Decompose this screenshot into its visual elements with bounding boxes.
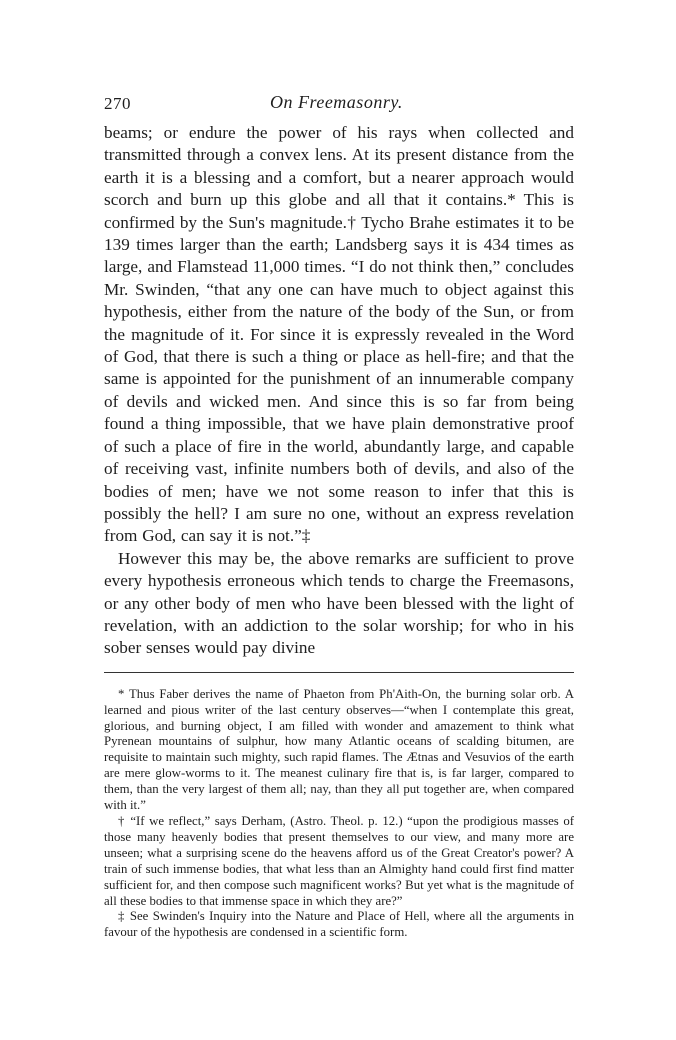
running-title: On Freemasonry. (270, 92, 403, 112)
footnotes (104, 687, 574, 942)
book-page (104, 88, 574, 941)
paragraph: However this may be, the above remarks are sufficient to prove every hypothesis erroneous which tends to charge the Freemasons, or any other body of men who have been blessed with the light of revelation, with an addiction to the solar worship; for who in his sober senses would pay divine (104, 548, 574, 658)
footnote-2: † “If we reflect,” says Derham, (Astro. Theol. p. 12.) “upon the prodigious masses of those many heavenly bodies that present themselves to our view, and many more are unseen; what a surprising scene do the heavens afford us of the Great Creator's power? A train of such immense bodies, that what less than an Almighty hand could first find matter sufficient for, and then compose such magnificent works? But yet what is the magnitude of all these bodies to that immense space in which they are?” (104, 814, 574, 908)
footnote-divider (104, 672, 574, 673)
page-header (104, 88, 574, 118)
paragraph: beams; or endure the power of his rays when collected and transmitted through a convex lens. At its present distance from the earth it is a blessing and a comfort, but a nearer approach would scorch and burn up this globe and all that it contains.* This is confirmed by the Sun's magnitude.† Tycho Brahe estimates it to be 139 times larger than the earth; Landsberg says it is 434 times as large, and Flamstead 11,000 times. “I do not think then,” concludes Mr. Swinden, “that any one can have much to object against this hypothesis, either from the nature of the body of the Sun, or from the magnitude of it. For since it is expressly revealed in the Word of God, that there is such a thing or place as hell-fire; and that the same is appointed for the punishment of an innumerable company of devils and wicked men. And since this is so far from being found a thing impossible, that we have plain demonstrative proof of such a place of fire in the world, abundantly large, and capable of receiving vast, infinite numbers both of devils, and also of the bodies of men; have we not some reason to infer that this is possibly the hell? I am sure no one, without an express revelation from God, can say it is not.”‡ (104, 123, 574, 546)
footnote-3: ‡ See Swinden's Inquiry into the Nature and Place of Hell, where all the arguments in favour of the hypothesis are condensed in a scientific form. (104, 909, 574, 940)
main-text (104, 122, 574, 660)
footnote-1: * Thus Faber derives the name of Phaeton from Ph'Aith-On, the burning solar orb. A learned and pious writer of the last century observes—“when I contemplate this great, glorious, and burning object, I am filled with wonder and amazement to think what Pyrenean mountains of sulphur, how many Atlantic oceans of scalding bitumen, are requisite to maintain such mighty, such rapid flames. The Ætnas and Vesuvios of the earth are mere glow-worms to it. The meanest culinary fire that is, is far larger, compared to them, than the very largest of them all; nay, than they all put together are, when compared with it.” (104, 686, 574, 813)
page-number: 270 (104, 94, 131, 113)
